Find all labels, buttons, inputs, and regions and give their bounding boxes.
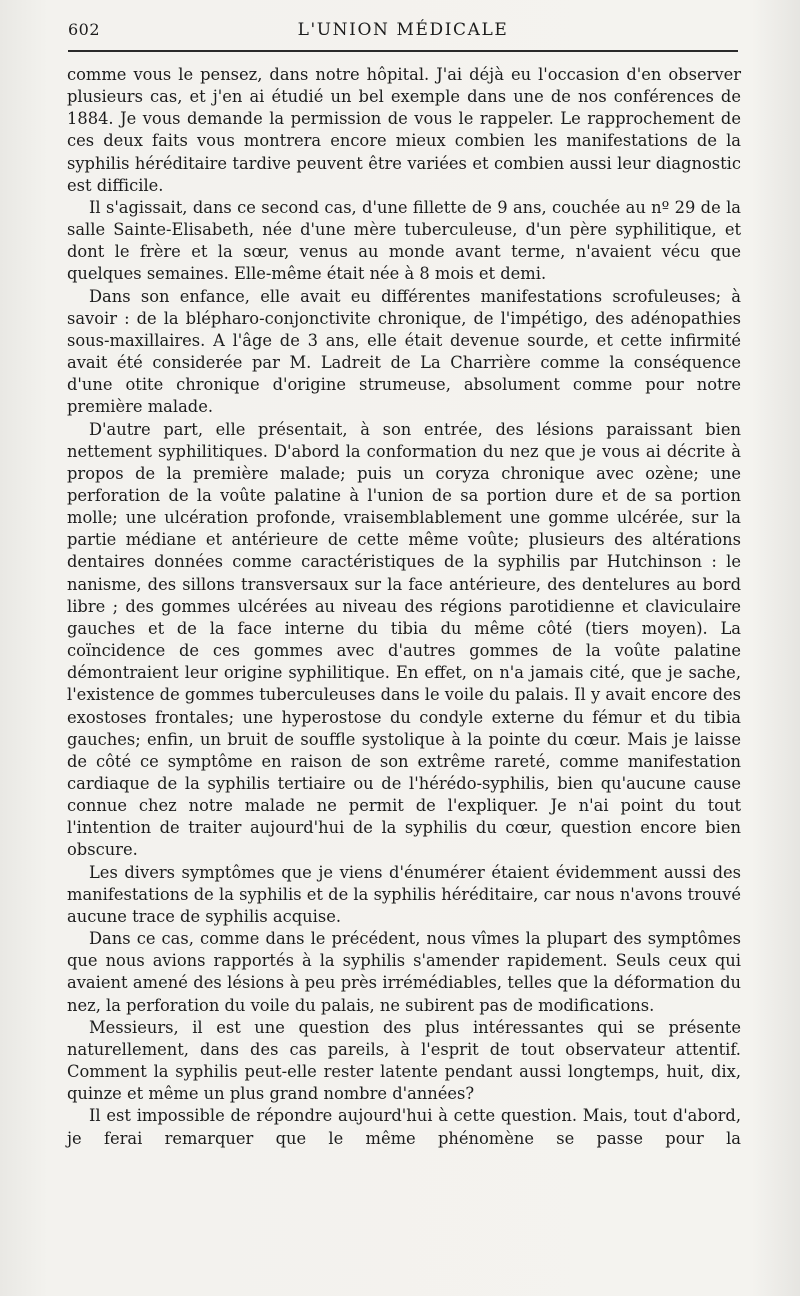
header-rule <box>68 50 738 52</box>
paragraph: D'autre part, elle présentait, à son entrée, des lésions paraissant bien nettement syphilitiques. D'abord la conformation du nez que je vous ai décrite à propos de la première malade; puis un coryza chronique avec ozène; une perforation de la voûte palatine à l'union de sa portion dure et de sa portion molle; une ulcération profonde, vraisemblablement une gomme ulcérée, sur la partie médiane et antérieure de cette même voûte; plusieurs des altérations dentaires données comme caractéristiques de la syphilis par Hutchinson : le nanisme, des sillons transversaux sur la face antérieure, des dentelures au bord libre ; des gommes ulcérées au niveau des régions parotidienne et claviculaire gauches et de la face interne du tibia du même côté (tiers moyen). La coïncidence de ces gommes avec d'autres gommes de la voûte palatine démontraient leur origine syphilitique. En effet, on n'a jamais cité, que je sache, l'existence de gommes tuberculeuses dans le voile du palais. Il y avait encore des exostoses frontales; une hyperostose du condyle externe du fémur et du tibia gauches; enfin, un bruit de souffle systolique à la pointe du cœur. Mais je laisse de côté ce symptôme en raison de son extrême rareté, comme manifestation cardiaque de la syphilis tertiaire ou de l'hérédo-syphilis, bien qu'aucune cause connue chez notre malade ne permit de l'expliquer. Je n'ai point du tout l'intention de traiter aujourd'hui de la syphilis du cœur, question encore bien obscure. <box>67 419 741 860</box>
page-number: 602 <box>68 20 101 39</box>
page-header <box>68 16 738 46</box>
body-text <box>67 64 741 1150</box>
paragraph: Les divers symptômes que je viens d'énumérer étaient évidemment aussi des manifestations de la syphilis et de la syphilis héréditaire, car nous n'avons trouvé aucune trace de syphilis acquise. <box>67 862 741 926</box>
paragraph: Dans son enfance, elle avait eu différentes manifestations scrofuleuses; à savoir : de la blépharo-conjonctivite chronique, de l'impétigo, des adénopathies sous-maxillaires. A l'âge de 3 ans, elle était devenue sourde, et cette infirmité avait été considerée par M. Ladreit de La Charrière comme la conséquence d'une otite chronique d'origine strumeuse, absolument comme pour notre première malade. <box>67 286 741 417</box>
paragraph: Messieurs, il est une question des plus intéressantes qui se présente naturellement, dans des cas pareils, à l'esprit de tout observateur attentif. Comment la syphilis peut-elle rester latente pendant aussi longtemps, huit, dix, quinze et même un plus grand nombre d'années? <box>67 1017 741 1104</box>
running-title: L'UNION MÉDICALE <box>297 20 509 40</box>
paragraph: comme vous le pensez, dans notre hôpital. J'ai déjà eu l'occasion d'en observer plusieurs cas, et j'en ai étudié un bel exemple dans une de nos conférences de 1884. Je vous demande la permission de vous le rappeler. Le rapprochement de ces deux faits vous montrera encore mieux combien les manifestations de la syphilis héréditaire tardive peuvent être variées et combien aussi leur diagnostic est difficile. <box>67 65 741 195</box>
paragraph: Il est impossible de répondre aujourd'hui à cette question. Mais, tout d'abord, je ferai remarquer que le même phénomène se passe pour la <box>67 1106 741 1148</box>
paragraph: Dans ce cas, comme dans le précédent, nous vîmes la plupart des symptômes que nous avions rapportés à la syphilis s'amender rapidement. Seuls ceux qui avaient amené des lésions à peu près irrémédiables, telles que la déformation du nez, la perforation du voile du palais, ne subirent pas de modifications. <box>67 929 741 1015</box>
paragraph: Il s'agissait, dans ce second cas, d'une fillette de 9 ans, couchée au nº 29 de la salle Sainte-Elisabeth, née d'une mère tuberculeuse, d'un père syphilitique, et dont le frère et la sœur, venus au monde avant terme, n'avaient vécu que quelques semaines. Elle-même était née à 8 mois et demi. <box>67 197 741 284</box>
